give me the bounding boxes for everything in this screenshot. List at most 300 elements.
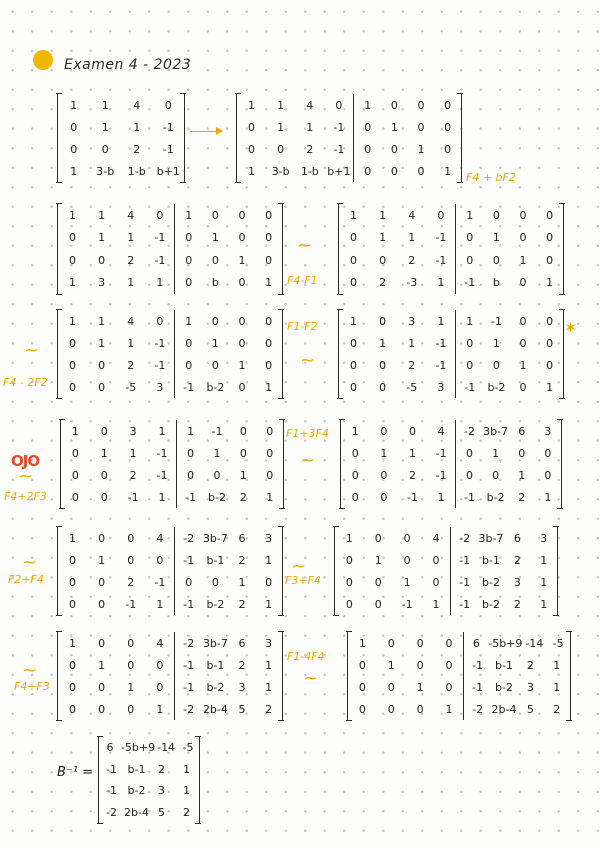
matrix-row	[175, 698, 282, 720]
matrix-cell: 0	[187, 468, 195, 482]
matrix-row	[335, 549, 450, 571]
matrix-cell: 0	[69, 380, 77, 394]
matrix-cell: -5	[552, 636, 564, 650]
matrix-cell: 0	[445, 680, 453, 694]
matrix-cell: 3	[437, 380, 445, 394]
matrix-cell: 1	[69, 314, 77, 328]
matrix-row	[99, 759, 199, 781]
matrix-cell: 0	[358, 658, 366, 672]
matrix-cell: 1	[519, 358, 527, 372]
matrix-row	[175, 376, 282, 398]
matrix-cell: b-2	[208, 490, 226, 504]
matrix-cell: -14	[525, 636, 544, 650]
matrix-cell: 0	[546, 358, 554, 372]
matrix-cell: 0	[519, 231, 527, 245]
matrix-cell: 1	[127, 680, 135, 694]
matrix-cell: 1	[265, 276, 273, 290]
matrix-cell: 3	[129, 424, 137, 438]
matrix-cell: 0	[69, 702, 77, 716]
matrix-cell: 0	[98, 702, 106, 716]
matrix-row	[177, 442, 283, 464]
matrix-cell: 0	[374, 575, 382, 589]
matrix-cell: -1	[156, 468, 168, 482]
matrix-row	[99, 737, 199, 759]
matrix-cell: 0	[185, 575, 193, 589]
matrix-cell: 1	[466, 314, 474, 328]
matrix-cell: 0	[432, 575, 440, 589]
matrix-cell: 0	[69, 680, 77, 694]
matrix-cell: 1	[553, 680, 561, 694]
matrix-cell: b-2	[482, 575, 500, 589]
coefficient-block	[58, 527, 175, 615]
matrix-cell: -5	[125, 380, 137, 394]
matrix-row	[61, 486, 176, 508]
matrix-row	[177, 464, 283, 486]
matrix-cell: 2	[306, 142, 314, 156]
matrix-cell: 0	[546, 208, 554, 222]
matrix-cell: -1	[125, 597, 137, 611]
matrix-row	[335, 571, 450, 593]
matrix-cell: 1	[183, 784, 190, 798]
matrix-cell: 1	[98, 336, 106, 350]
matrix-cell: -2	[183, 636, 195, 650]
matrix-cell: -1	[472, 680, 484, 694]
matrix-cell: b-1	[127, 762, 146, 776]
matrix-cell: 0	[238, 208, 246, 222]
matrix-cell: 0	[445, 658, 453, 672]
matrix-row	[175, 354, 282, 376]
matrix-row	[58, 549, 174, 571]
matrix-cell: b-1	[495, 658, 513, 672]
matrix-cell: 1	[133, 120, 141, 134]
matrix-cell: 1	[98, 231, 106, 245]
matrix-cell: 1	[374, 553, 382, 567]
matrix-cell: 0	[466, 336, 474, 350]
matrix-cell: 5	[238, 702, 246, 716]
matrix-cell: 0	[239, 424, 247, 438]
equiv-tilde: ~	[22, 552, 38, 573]
coefficient-block	[58, 204, 175, 294]
matrix-cell: 1	[364, 98, 372, 112]
matrix-cell: -2	[183, 702, 195, 716]
matrix-cell: 0	[351, 490, 359, 504]
matrix-cell: 1	[437, 314, 445, 328]
matrix-cell: 2	[127, 575, 135, 589]
matrix-cell: 0	[519, 314, 527, 328]
matrix-row	[339, 332, 455, 354]
matrix-cell: 0	[345, 575, 353, 589]
matrix-cell: 0	[265, 314, 273, 328]
matrix-cell: -1	[435, 446, 447, 460]
matrix-cell: 0	[350, 253, 358, 267]
matrix-cell: 6	[472, 636, 480, 650]
matrix-cell: -5b+9	[120, 741, 156, 755]
matrix-row	[177, 486, 283, 508]
coefficient-block	[339, 204, 456, 294]
identity-block	[456, 204, 563, 294]
matrix-cell: 2	[518, 490, 526, 504]
matrix-cell: 0	[374, 531, 382, 545]
matrix-row	[237, 160, 353, 182]
matrix-cell: 3b-7	[483, 424, 509, 438]
matrix-cell: 3	[265, 531, 273, 545]
matrix-cell: -1	[154, 358, 166, 372]
matrix-row	[464, 698, 570, 720]
matrix-cell: 0	[185, 253, 193, 267]
matrix-cell: -1	[459, 597, 471, 611]
matrix-cell: 5	[158, 805, 165, 819]
matrix-cell: 2	[133, 142, 141, 156]
matrix-cell: 0	[127, 531, 135, 545]
coefficient-block	[58, 632, 175, 720]
matrix-cell: 2	[183, 805, 190, 819]
matrix-cell: 1	[380, 446, 388, 460]
matrix-cell: -1	[162, 142, 174, 156]
matrix-cell: 1	[69, 636, 77, 650]
matrix-cell: 1	[544, 490, 552, 504]
matrix-row	[58, 204, 174, 227]
matrix-cell: 1	[69, 531, 77, 545]
matrix-grid	[456, 204, 563, 294]
matrix-step-10	[57, 632, 283, 720]
matrix-grid	[177, 420, 283, 508]
matrix-row	[175, 332, 282, 354]
matrix-row	[339, 354, 455, 376]
matrix-row	[58, 571, 174, 593]
matrix-cell: b	[492, 276, 500, 290]
matrix-cell: 2	[408, 468, 416, 482]
matrix-row	[456, 354, 563, 376]
matrix-cell: 4	[156, 636, 164, 650]
matrix-row	[339, 272, 455, 295]
identity-block	[456, 420, 561, 508]
matrix-cell: b-2	[486, 490, 505, 504]
coefficient-block	[61, 420, 177, 508]
matrix-cell: 0	[69, 231, 77, 245]
matrix-cell: 1	[156, 702, 164, 716]
augmented-layout	[335, 527, 557, 615]
matrix-row	[58, 160, 184, 182]
matrix-cell: 0	[156, 658, 164, 672]
augmented-layout	[339, 204, 563, 294]
matrix-grid	[58, 527, 174, 615]
matrix-cell: 0	[364, 142, 372, 156]
matrix-cell: b-1	[206, 658, 225, 672]
matrix-cell: 1	[129, 446, 137, 460]
matrix-cell: 1	[265, 680, 273, 694]
matrix-cell: 1	[98, 208, 106, 222]
matrix-cell: 3	[265, 636, 273, 650]
matrix-cell: b-2	[206, 680, 225, 694]
matrix-cell: 1	[156, 276, 164, 290]
matrix-row	[335, 527, 450, 549]
matrix-cell: 0	[100, 490, 108, 504]
matrix-cell: -1	[183, 597, 195, 611]
matrix-row	[175, 249, 282, 272]
matrix-row	[341, 486, 455, 508]
matrix-cell: -1	[435, 231, 447, 245]
coefficient-block	[348, 632, 464, 720]
matrix-row	[175, 654, 282, 676]
matrix-cell: -1	[401, 597, 413, 611]
matrix-cell: -1	[162, 120, 174, 134]
matrix-row	[354, 116, 461, 138]
matrix-row	[175, 676, 282, 698]
matrix-cell: 0	[239, 446, 247, 460]
matrix-row	[451, 571, 557, 593]
matrix-row	[61, 442, 176, 464]
matrix-row	[456, 442, 561, 464]
matrix-cell: 0	[437, 208, 445, 222]
matrix-row	[335, 593, 450, 615]
identity-block	[464, 632, 570, 720]
matrix-cell: 0	[238, 380, 246, 394]
matrix-cell: 0	[379, 314, 387, 328]
matrix-row	[339, 249, 455, 272]
matrix-cell: 0	[98, 253, 106, 267]
matrix-cell: 0	[98, 531, 106, 545]
matrix-cell: 4	[156, 531, 164, 545]
matrix-row	[339, 204, 455, 227]
matrix-row	[341, 464, 455, 486]
matrix-cell: 0	[544, 446, 552, 460]
matrix-cell: 0	[364, 120, 372, 134]
op-f4-f1: F4-F1	[287, 274, 318, 287]
matrix-cell: 0	[70, 142, 78, 156]
matrix-grid	[354, 94, 461, 182]
matrix-cell: b-2	[495, 680, 513, 694]
identity-block	[354, 94, 461, 182]
matrix-row	[58, 332, 174, 354]
matrix-cell: 0	[379, 380, 387, 394]
matrix-cell: 0	[101, 142, 109, 156]
matrix-grid	[175, 632, 282, 720]
matrix-step-9	[334, 527, 558, 615]
matrix-grid	[456, 310, 563, 398]
matrix-cell: 1	[98, 314, 106, 328]
matrix-cell: 0	[417, 164, 425, 178]
matrix-cell: 2	[379, 276, 387, 290]
matrix-row	[58, 676, 174, 698]
matrix-cell: 2	[513, 597, 521, 611]
matrix-cell: 1	[518, 468, 526, 482]
matrix-cell: b-2	[487, 380, 506, 394]
matrix-cell: 0	[211, 575, 219, 589]
matrix-cell: -1	[459, 553, 471, 567]
matrix-cell: 0	[408, 424, 416, 438]
matrix-cell: 0	[277, 142, 285, 156]
matrix-cell: 1	[185, 208, 193, 222]
matrix-cell: 2	[238, 597, 246, 611]
matrix-cell: 3-b	[271, 164, 290, 178]
matrix-grid	[58, 632, 174, 720]
matrix-cell: -1	[464, 380, 476, 394]
matrix-row	[175, 272, 282, 295]
matrix-cell: -1	[106, 762, 117, 776]
matrix-cell: 0	[390, 164, 398, 178]
matrix-cell: 1	[553, 658, 561, 672]
matrix-cell: 0	[265, 336, 273, 350]
matrix-cell: 0	[127, 636, 135, 650]
matrix-row	[175, 632, 282, 654]
matrix-cell: 0	[350, 276, 358, 290]
matrix-cell: 0	[156, 553, 164, 567]
matrix-cell: 2	[238, 553, 246, 567]
matrix-cell: 0	[211, 358, 219, 372]
matrix-cell: 2	[408, 358, 416, 372]
matrix-cell: 3b-7	[202, 531, 228, 545]
matrix-cell: 0	[417, 120, 425, 134]
matrix-step-5	[338, 310, 564, 398]
matrix-grid	[237, 94, 353, 182]
matrix-cell: 1	[158, 424, 166, 438]
matrix-cell: 4	[306, 98, 314, 112]
matrix-cell: 3	[238, 680, 246, 694]
matrix-cell: 2	[265, 702, 273, 716]
matrix-cell: -1	[435, 336, 447, 350]
matrix-cell: 0	[98, 358, 106, 372]
matrix-cell: 0	[444, 98, 452, 112]
matrix-cell: 0	[71, 468, 79, 482]
matrix-cell: 0	[358, 702, 366, 716]
matrix-cell: -2	[106, 805, 117, 819]
matrix-cell: 3	[156, 380, 164, 394]
matrix-cell: 0	[387, 680, 395, 694]
matrix-cell: 0	[211, 253, 219, 267]
matrix-cell: 0	[238, 314, 246, 328]
matrix-cell: 0	[185, 358, 193, 372]
matrix-cell: 0	[546, 253, 554, 267]
matrix-cell: 2	[553, 702, 561, 716]
matrix-cell: 5	[526, 702, 534, 716]
matrix-cell: -1	[333, 142, 345, 156]
matrix-cell: 6	[238, 636, 246, 650]
matrix-cell: 1	[546, 380, 554, 394]
coefficient-block	[341, 420, 456, 508]
matrix-grid	[339, 204, 455, 294]
matrix-cell: 1	[306, 120, 314, 134]
matrix-cell: 2b-4	[491, 702, 517, 716]
matrix-cell: 1	[379, 336, 387, 350]
matrix-cell: 0	[345, 597, 353, 611]
matrix-row	[237, 94, 353, 116]
matrix-cell: 2	[408, 253, 416, 267]
equiv-tilde: ~	[300, 450, 316, 471]
coefficient-block	[58, 310, 175, 398]
matrix-cell: 1	[98, 658, 106, 672]
matrix-cell: 2	[158, 762, 165, 776]
matrix-cell: 0	[70, 120, 78, 134]
matrix-grid	[339, 310, 455, 398]
equiv-tilde: ~	[24, 340, 40, 361]
identity-block	[175, 310, 282, 398]
matrix-row	[175, 310, 282, 332]
matrix-cell: 0	[364, 164, 372, 178]
matrix-cell: 0	[432, 553, 440, 567]
matrix-cell: 0	[345, 553, 353, 567]
matrix-cell: 0	[69, 253, 77, 267]
star-icon: ✶	[564, 318, 578, 337]
matrix-grid	[348, 632, 463, 720]
matrix-cell: 0	[466, 253, 474, 267]
matrix-cell: 1	[238, 253, 246, 267]
matrix-cell: 1	[437, 276, 445, 290]
matrix-cell: 3	[98, 276, 106, 290]
matrix-cell: 1	[70, 164, 78, 178]
matrix-cell: 0	[213, 468, 221, 482]
matrix-cell: -1	[183, 680, 195, 694]
matrix-cell: 0	[466, 231, 474, 245]
matrix-cell: 4	[127, 208, 135, 222]
matrix-cell: 1	[417, 142, 425, 156]
matrix-cell: 2b-4	[124, 805, 149, 819]
matrix-cell: 0	[417, 98, 425, 112]
matrix-cell: 0	[492, 358, 500, 372]
matrix-cell: 1	[437, 490, 445, 504]
matrix-cell: 1	[248, 98, 256, 112]
matrix-cell: 0	[185, 336, 193, 350]
matrix-cell: 0	[69, 575, 77, 589]
matrix-cell: b	[211, 276, 219, 290]
augmented-layout	[339, 310, 563, 398]
matrix-cell: 0	[519, 336, 527, 350]
matrix-cell: 0	[98, 597, 106, 611]
matrix-cell: -1	[211, 424, 223, 438]
coefficient-block	[339, 310, 456, 398]
matrix-cell: 0	[546, 336, 554, 350]
matrix-row	[464, 676, 570, 698]
matrix-cell: 4	[127, 314, 135, 328]
identity-block	[451, 527, 557, 615]
matrix-cell: 1	[445, 702, 453, 716]
matrix-cell: 0	[266, 446, 274, 460]
matrix-cell: 0	[492, 253, 500, 267]
identity-block	[175, 527, 282, 615]
matrix-row	[456, 227, 563, 250]
matrix-cell: 1	[238, 575, 246, 589]
matrix-cell: 0	[238, 231, 246, 245]
matrix-cell: 0	[156, 208, 164, 222]
op-f1-f2: F1-F2	[287, 320, 318, 333]
op-f1-4f4: F1-4F4	[287, 650, 325, 663]
equiv-tilde: ~	[297, 235, 313, 256]
op-f2-f4: F2+F4	[8, 573, 44, 586]
matrix-cell: 0	[156, 680, 164, 694]
matrix-cell: 1-b	[127, 164, 146, 178]
matrix-cell: 0	[156, 314, 164, 328]
augmented-layout	[61, 420, 283, 508]
matrix-cell: 0	[518, 446, 526, 460]
matrix-cell: -1	[333, 120, 345, 134]
matrix-cell: 1	[277, 98, 285, 112]
matrix-grid	[451, 527, 557, 615]
matrix-cell: -1	[435, 468, 447, 482]
matrix-cell: 0	[127, 658, 135, 672]
matrix-row	[339, 376, 455, 398]
matrix-row	[99, 802, 199, 824]
matrix-cell: 0	[544, 468, 552, 482]
matrix-row	[348, 698, 463, 720]
matrix-row	[58, 272, 174, 295]
matrix-cell: 1	[101, 120, 109, 134]
matrix-cell: 1-b	[300, 164, 319, 178]
matrix-cell: 1	[248, 164, 256, 178]
matrix-row	[237, 116, 353, 138]
matrix-row	[354, 94, 461, 116]
matrix-cell: 2	[127, 358, 135, 372]
matrix-cell: 0	[390, 98, 398, 112]
augmented-layout	[348, 632, 570, 720]
